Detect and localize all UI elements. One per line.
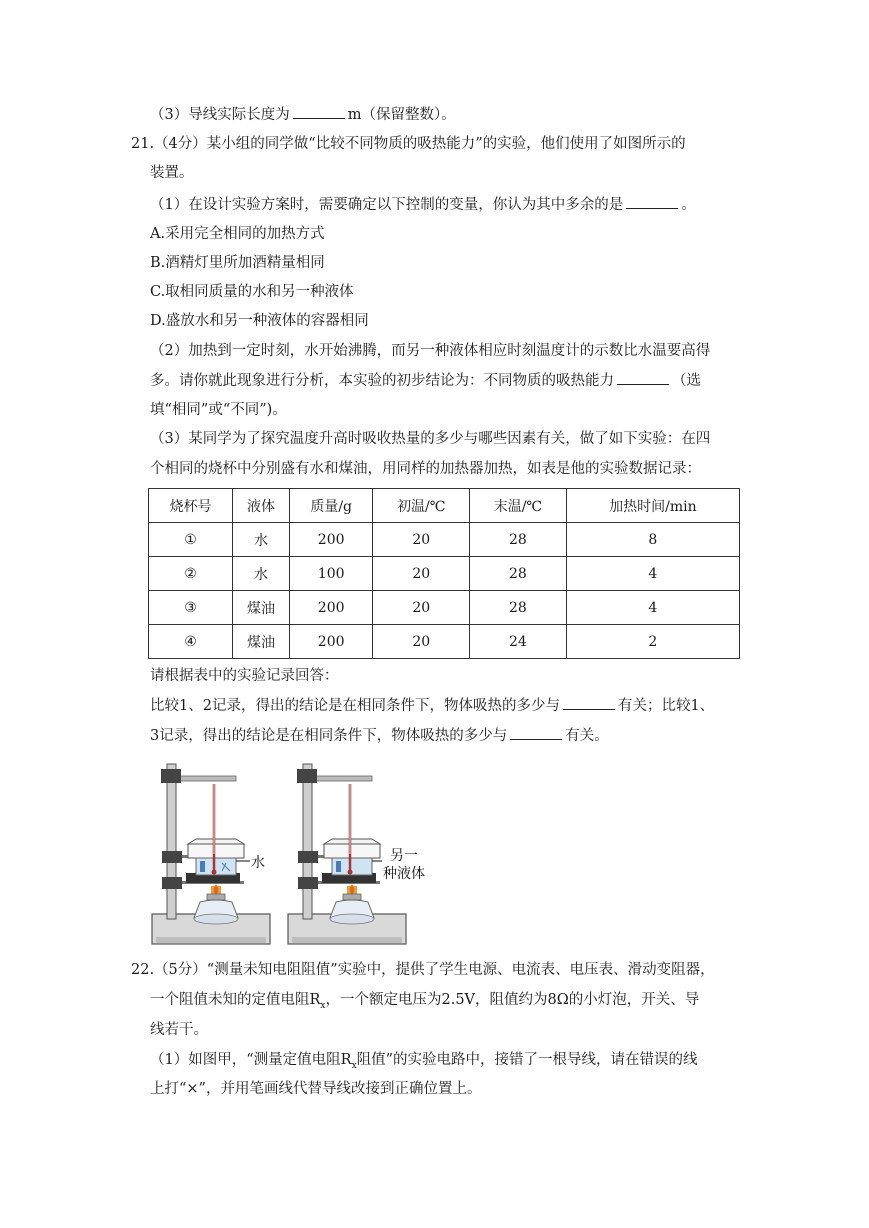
table-header-cell: 末温/℃ bbox=[470, 489, 567, 523]
table-header-cell: 质量/g bbox=[289, 489, 373, 523]
option-b: B.酒精灯里所加酒精量相同 bbox=[150, 255, 325, 271]
q21-part2-line3: 填“相同”或“不同”)。 bbox=[150, 402, 287, 418]
table-cell: ④ bbox=[149, 625, 233, 659]
q22-line2: 一个阻值未知的定值电阻$R_x$，一个额定电压为2.5V，阻值约为8Ω的小灯泡，开关、导 bbox=[150, 992, 700, 1011]
q21-part2-line1: （2）加热到一定时刻，水开始沸腾，而另一种液体相应时刻温度计的示数比水温要高得 bbox=[150, 343, 711, 359]
q22-part1-line2: 上打“×”，并用笔画线代替导线改接到正确位置上。 bbox=[150, 1081, 482, 1097]
table-cell: 4 bbox=[566, 557, 739, 591]
table-cell: ③ bbox=[149, 591, 233, 625]
table-header-cell: 初温/℃ bbox=[373, 489, 470, 523]
answer-blank[interactable] bbox=[626, 194, 678, 209]
table-header-cell: 加热时间/min bbox=[566, 489, 739, 523]
table-header-row bbox=[149, 489, 740, 523]
table-cell: 20 bbox=[373, 591, 470, 625]
table-cell: 200 bbox=[289, 591, 373, 625]
label-other-liquid-1: 另一 bbox=[390, 848, 418, 864]
option-c: C.取相同质量的水和另一种液体 bbox=[150, 284, 354, 300]
table-header-cell: 液体 bbox=[233, 489, 290, 523]
q20-part3: （3）导线实际长度为 m（保留整数）。 bbox=[150, 104, 456, 125]
table-cell: ① bbox=[149, 523, 233, 557]
table-cell: 100 bbox=[289, 557, 373, 591]
table-row bbox=[149, 557, 740, 591]
compare-line1: 比较1、2记录，得出的结论是在相同条件下，物体吸热的多少与 有关；比较1、 bbox=[150, 695, 714, 716]
table-header-cell: 烧杯号 bbox=[149, 489, 233, 523]
table-cell: 20 bbox=[373, 557, 470, 591]
answer-blank[interactable] bbox=[293, 104, 345, 119]
q22-line1: 22.（5分）“测量未知电阻阻值”实验中，提供了学生电源、电流表、电压表、滑动变阻器， bbox=[131, 962, 715, 978]
table-cell: 煤油 bbox=[233, 625, 290, 659]
table-cell: 20 bbox=[373, 625, 470, 659]
answer-blank[interactable] bbox=[617, 370, 669, 385]
apparatus-water bbox=[152, 764, 270, 944]
heating-apparatus-figure bbox=[150, 754, 450, 950]
table-cell: 2 bbox=[566, 625, 739, 659]
q21-part1: （1）在设计实验方案时，需要确定以下控制的变量，你认为其中多余的是 。 bbox=[150, 194, 696, 215]
q21-part3-line2: 个相同的烧杯中分别盛有水和煤油，用同样的加热器加热，如表是他的实验数据记录： bbox=[150, 461, 701, 477]
label-water: 水 bbox=[251, 855, 265, 871]
table-cell: 24 bbox=[470, 625, 567, 659]
table-cell: 200 bbox=[289, 625, 373, 659]
table-cell: ② bbox=[149, 557, 233, 591]
label-other-liquid-2: 种液体 bbox=[383, 866, 425, 882]
table-cell: 28 bbox=[470, 591, 567, 625]
table-row bbox=[149, 625, 740, 659]
table-cell: 煤油 bbox=[233, 591, 290, 625]
q21-stem-line2: 装置。 bbox=[150, 165, 194, 181]
option-d: D.盛放水和另一种液体的容器相同 bbox=[150, 313, 369, 329]
table-cell: 4 bbox=[566, 591, 739, 625]
table-cell: 28 bbox=[470, 557, 567, 591]
table-row bbox=[149, 523, 740, 557]
table-cell: 200 bbox=[289, 523, 373, 557]
q22-part1-line1: （1）如图甲，“测量定值电阻$R_x$阻值”的实验电路中，接错了一根导线，请在错误的线 bbox=[150, 1052, 698, 1071]
q21-part2-line2: 多。请你就此现象进行分析，本实验的初步结论为：不同物质的吸热能力 （选 bbox=[150, 370, 701, 391]
table-cell: 8 bbox=[566, 523, 739, 557]
option-a: A.采用完全相同的加热方式 bbox=[150, 226, 325, 242]
answer-blank[interactable] bbox=[510, 725, 562, 740]
answer-blank[interactable] bbox=[563, 695, 615, 710]
apparatus-other-liquid bbox=[288, 764, 425, 944]
table-cell: 水 bbox=[233, 523, 290, 557]
compare-line2: 3记录，得出的结论是在相同条件下，物体吸热的多少与 有关。 bbox=[150, 725, 609, 746]
experiment-data-table bbox=[148, 488, 740, 659]
q21-stem-line1: 21.（4分）某小组的同学做“比较不同物质的吸热能力”的实验，他们使用了如图所示的 bbox=[131, 136, 686, 152]
table-cell: 28 bbox=[470, 523, 567, 557]
q22-line3: 线若干。 bbox=[150, 1022, 208, 1038]
q21-part3-line1: （3）某同学为了探究温度升高时吸收热量的多少与哪些因素有关，做了如下实验：在四 bbox=[150, 431, 711, 447]
after-table-text: 请根据表中的实验记录回答： bbox=[150, 668, 339, 684]
table-row bbox=[149, 591, 740, 625]
table-cell: 水 bbox=[233, 557, 290, 591]
table-cell: 20 bbox=[373, 523, 470, 557]
